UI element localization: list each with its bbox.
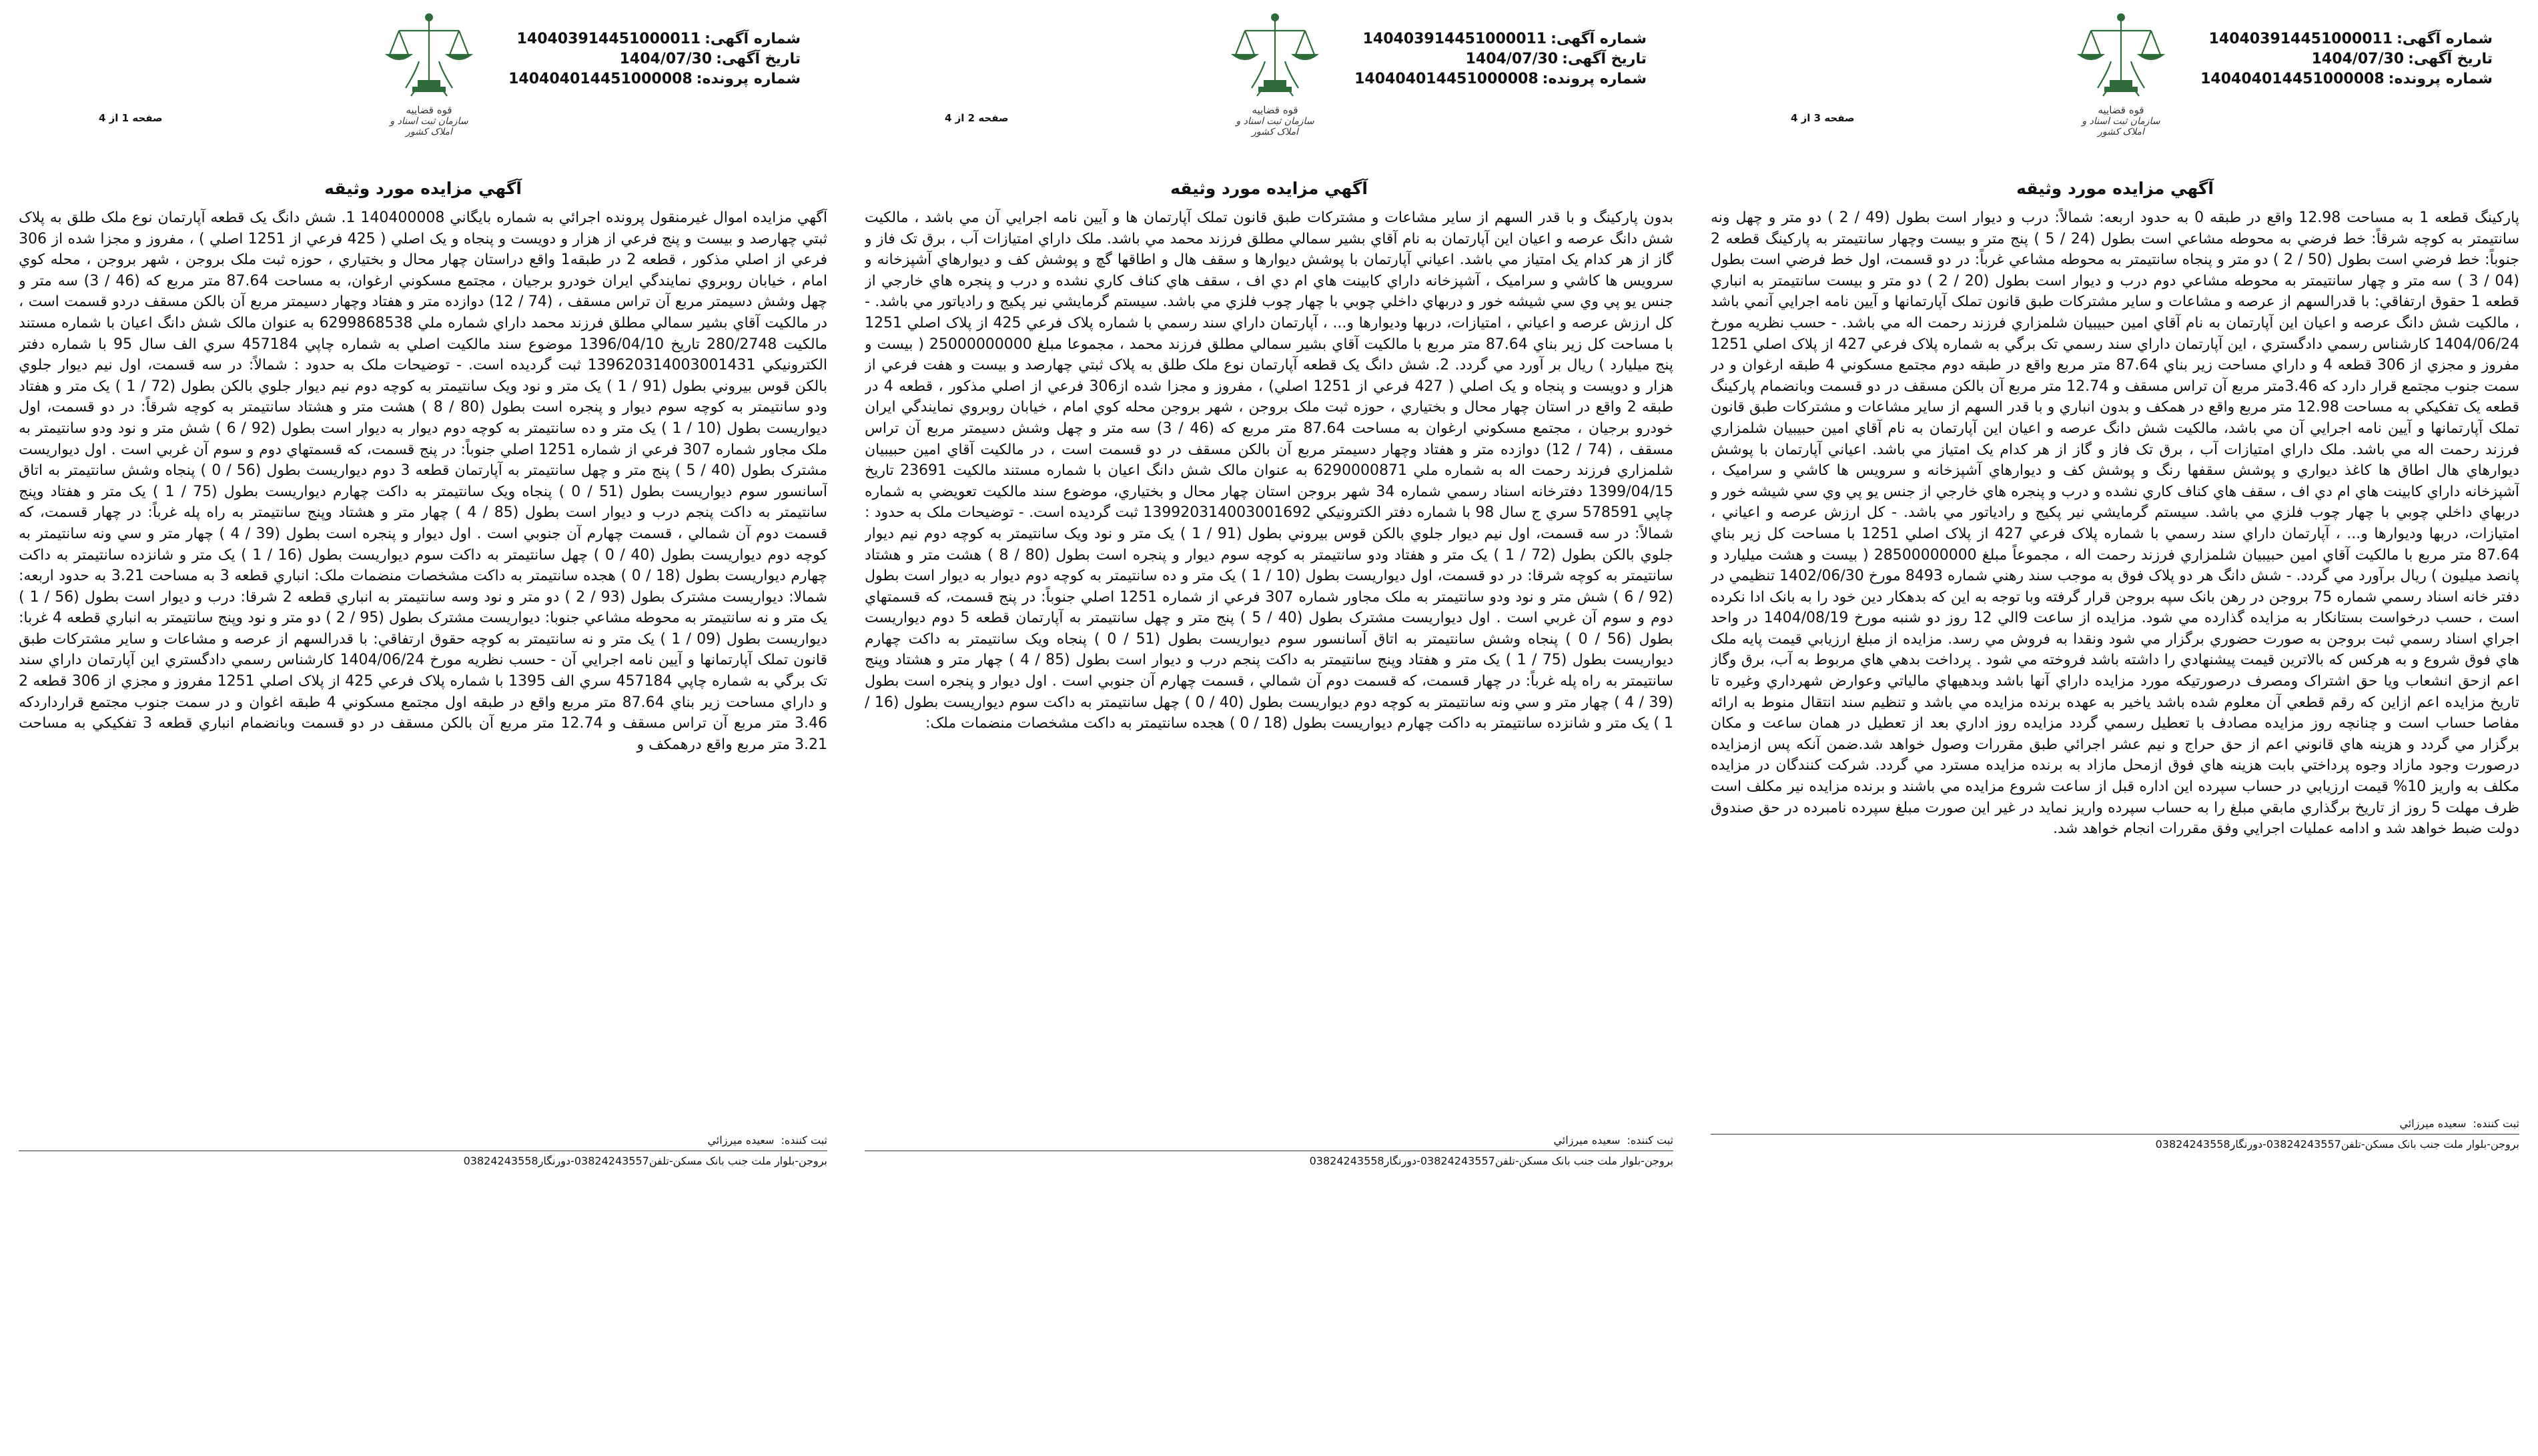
scales-of-justice-icon (379, 8, 479, 108)
logo-caption-bottom: سازمان ثبت اسناد و املاک کشور (1236, 116, 1314, 137)
registrar-label: ثبت کننده: (2473, 1117, 2519, 1130)
ad-title: آگهي مزايده مورد وثيقه (1170, 179, 1368, 198)
page-header (1711, 0, 2519, 153)
ad-title: آگهي مزايده مورد وثيقه (2016, 179, 2214, 198)
page-number: صفحه 1 از 4 (99, 112, 163, 124)
ad-number-label: شماره آگهی: (705, 31, 801, 47)
judiciary-emblem (1225, 8, 1325, 138)
office-address: بروجن-بلوار ملت جنب بانک مسکن-تلفن03824243557-دورنگار03824243558 (463, 1155, 827, 1167)
office-address: بروجن-بلوار ملت جنب بانک مسکن-تلفن03824243557-دورنگار03824243558 (2155, 1138, 2519, 1151)
body-text: آگهي مزايده اموال غيرمنقول پرونده اجرائي به شماره بايگاني 140400008 1. شش دانگ يک قطعه آپارتمان نوع ملک طلق به پلاک ثبتي چهارصد و بيست و پنج فرعي از هزار و دويست و پنجاه و يک اصلي ( 425 فرعي از 1251 اصلي ) ، مفروز و مجزا شده از 306 فرعي از اصلي مذکور ، قطعه 2 در طبقه1 واقع دراستان چهار محال و بختياري ، حوزه ثبت ملک بروجن ، شهر بروجن ، محله کوي امام ، خيابان روبروي نمايندگي ايران خودرو برجيان ، مجتمع مسکوني ارغوان، به مساحت 87.64 متر مربع که (46 / 3) سه متر و چهل وشش دسيمتر مربع آن تراس مسقف ، (74 / 12) دوازده متر و هفتاد وچهار دسيمتر مربع آن بالکن مسقف دردو قسمت است ، در مالکيت آقاي بشير سمالي مطلق فرزند محمد داراي شماره ملي 6299868538 به عنوان مالک شش دانگ اعيان با شماره مستند مالکيت 280/2748 تاريخ 1396/04/10 موضوع سند مالکيت اصلي به شماره چاپي 457184 سري الف سال 95 با شماره دفتر الکترونيکي 139620314003001431 ثبت گرديده است. - توضيحات ملک به حدود : شمالاً: در سه قسمت، اول نيم ديوار جلوي بالکن قوس بيروني بطول (91 / 1 ) يک متر و نود ويک سانتيمتر به کوچه دوم نيم ديوار جلوي بالکن بطول (72 / 1 ) يک متر و هفتاد ودو سانتيمتر به کوچه سوم ديوار و پنجره است بطول (80 / 8 ) هشت متر و هشتاد سانتيمتر به کوچه شرقاً: در دو قسمت، اول ديواريست بطول (10 / 1 ) يک متر و ده سانتيمتر به کوچه دوم ديوار به ديوار است بطول (92 / 6 ) شش متر و نود ودو سانتيمتر به ملک مجاور شماره 307 فرعي از شماره 1251 اصلي جنوباً: در پنج قسمت، که قسمتهاي دوم و سوم آن غربي است . اول ديواريست مشترک بطول (40 / 5 ) پنج متر و چهل سانتيمتر به آپارتمان قطعه 3 دوم ديواريست بطول (56 / 0 ) پنجاه وشش سانتيمتر به اتاق آسانسور سوم ديواريست بطول (51 / 0 ) پنجاه ويک سانتيمتر به داکت چهارم ديواريست بطول (75 / 1 ) يک متر و هفتاد وپنج سانتيمتر به داکت پنجم درب و ديوار است بطول (85 / 4 ) چهار متر و هشتاد وپنج سانتيمتر به راه پله غرباً: در چهار قسمت، که قسمت دوم آن شمالي ، قسمت چهارم آن جنوبي است . اول ديوار و پنجره است بطول (39 / 4 ) چهار متر و سي ونه سانتيمتر به کوچه دوم ديواريست بطول (40 / 0 ) چهل سانتيمتر به داکت سوم ديواريست بطول (16 / 1 ) يک متر و شانزده سانتيمتر به داکت چهارم ديواريست بطول (18 / 0 ) هجده سانتيمتر به داکت مشخصات منضمات ملک: انباري قطعه 3 به مساحت 3.21 به حدود اربعه: شمالا: ديواريست مشترک بطول (93 / 2 ) دو متر و نود وسه سانتيمتر به انباري قطعه 2 شرقا: درب و ديوار است بطول (56 / 1 ) يک متر و نه سانتيمتر به محوطه مشاعي جنوبا: ديواريست مشترک بطول (95 / 2 ) دو متر و نود وپنج سانتيمتر به انباري قطعه 4 غربا: ديواريست بطول (09 / 1 ) يک متر و نه سانتيمتر به کوچه حقوق ارتفاقي: با قدرالسهم از عرصه و مشاعات و ساير مشترکات طبق قانون تملک آپارتمانها و آيين نامه اجرايي آن - حسب نظريه مورخ 1404/06/24 کارشناس رسمي دادگستري اين آپارتمان داراي سند تک برگي به شماره چاپي 457184 سري الف 1395 با شماره پلاک فرعي 425 از پلاک اصلي 1251 مفروز و مجزي از 306 قطعه 2 و داراي مساحت زير بناي 87.64 متر مربع واقع در طبقه اول مجتمع مسکوني 4 طبقه اغوان و در سمت جنوب مجتمع قرارداردکه 3.46 متر مربع آن تراس مسقف و 12.74 متر مربع آن بالکن مسقف در دو قسمت وبانضمام انباري قطعه 3 تفکيکي به مساحت 3.21 متر مربع واقع درهمکف و (19, 209, 827, 753)
ad-date: 1404/07/30 (619, 51, 713, 67)
ad-date: 1404/07/30 (1465, 51, 1559, 67)
footer-divider (1711, 1134, 2519, 1135)
registrar-label: ثبت کننده: (1627, 1134, 1673, 1147)
logo-caption-top: قوه قضاییه (2098, 104, 2144, 116)
judiciary-emblem (2071, 8, 2171, 138)
ad-number-label: شماره آگهی: (1551, 31, 1647, 47)
ad-date-label: تاریخ آگهی: (2408, 51, 2493, 67)
ad-title: آگهي مزايده مورد وثيقه (324, 179, 522, 198)
ad-date: 1404/07/30 (2311, 51, 2405, 67)
page-1 (0, 0, 846, 1456)
page-3 (1692, 0, 2538, 1456)
file-number: 140404014451000008 (2200, 71, 2385, 87)
registrar-label: ثبت کننده: (781, 1134, 827, 1147)
ad-date-label: تاریخ آگهی: (1562, 51, 1647, 67)
page-footer (19, 1133, 827, 1169)
file-number: 140404014451000008 (1354, 71, 1539, 87)
page-header (19, 0, 827, 153)
ad-meta (1300, 29, 1647, 89)
ad-number: 140403914451000011 (516, 31, 701, 47)
registrar-name: سعيده ميرزائي (1553, 1134, 1621, 1147)
ad-body (1711, 207, 2519, 1111)
page-2 (846, 0, 1692, 1456)
registrar-name: سعيده ميرزائي (707, 1134, 775, 1147)
office-address: بروجن-بلوار ملت جنب بانک مسکن-تلفن03824243557-دورنگار03824243558 (1309, 1155, 1673, 1167)
ad-body (865, 207, 1673, 1128)
logo-caption-top: قوه قضاییه (1252, 104, 1298, 116)
ad-body (19, 207, 827, 1128)
registrar-name: سعيده ميرزائي (2399, 1117, 2467, 1130)
page-number: صفحه 3 از 4 (1791, 112, 1855, 124)
file-number: 140404014451000008 (508, 71, 693, 87)
logo-caption-top: قوه قضاییه (406, 104, 452, 116)
ad-meta (2146, 29, 2493, 89)
logo-caption-bottom: سازمان ثبت اسناد و املاک کشور (390, 116, 468, 137)
file-number-label: شماره پرونده: (1542, 71, 1647, 87)
ad-number: 140403914451000011 (2208, 31, 2393, 47)
page-footer (865, 1133, 1673, 1169)
ad-number-label: شماره آگهی: (2397, 31, 2493, 47)
body-text: پارکينگ قطعه 1 به مساحت 12.98 واقع در طبقه 0 به حدود اربعه: شمالاً: درب و ديوار است بطول (49 / 2 ) دو متر و چهل ونه سانتيمتر به کوچه شرقاً: خط فرضي به محوطه مشاعي است بطول (24 / 5 ) پنج متر و بيست وچهار سانتيمتر به پارکينگ قطعه 2 جنوباً: خط فرضي است بطول (50 / 2 ) دو متر و پنجاه سانتيمتر به محوطه مشاعي غرباً: در دو قسمت، اول خط فرضي است بطول (04 / 3 ) سه متر و چهار سانتيمتر به محوطه مشاعي دوم درب و ديوار است بطول (20 / 2 ) دو متر و بيست سانتيمتر به انباري قطعه 1 حقوق ارتفاقي: با قدرالسهم از عرصه و مشاعات و ساير مشترکات طبق قانون تملک آپارتمانها و آيين نامه اجرايي آنمي باشد ، مالکيت شش دانگ عرصه و اعيان اين آپارتمان به نام آقاي امين حبيبيان شلمزاري فرزند رحمت اله مي باشد. - حسب نظريه مورخ 1404/06/24 کارشناس رسمي دادگستري ، اين آپارتمان داراي سند رسمي تک برگي به شماره پلاک فرعي 427 از پلاک اصلي 1251 مفروز و مجزي از 306 قطعه 4 و داراي مساحت زير بناي 87.64 متر مربع واقع در طبقه دوم مجتمع مسکوني 4 طبقه ارغوان و در سمت جنوب مجتمع قرار دارد که 3.46متر مربع آن تراس مسقف و 12.74 متر مربع آن بالکن مسقف در دو قسمت وبانضمام پارکينگ قطعه يک تفکيکي به مساحت 12.98 متر مربع واقع در همکف و بدون انباري و با قدر السهم از ساير مشاعات و مشترکات طبق قانون تملک آپارتمانها و آيين نامه اجرايي آن مي باشد، مالکيت شش دانگ عرصه و اعيان اين آپارتمان به نام آقاي امين حبيبيان شلمزاري فرزند رحمت اله مي باشد. ملک داراي امتيازات آب ، برق تک فاز و گاز از هر کدام يک امتياز مي باشد. اعياني آپارتمان با پوشش ديوارهاي هال اطاق ها کاغذ ديواري و پوشش سقفها رنگ و پوشش کف و ديوارهاي آشپزخانه و سرويس ها کاشي و سراميک ، آشپزخانه داراي کابينت هاي ام دي اف ، سقف هاي کناف کاري نشده و درب و پنجره هاي خارجي از جنس يو پي وي سي شيشه خور و دربهاي داخلي چوبي با چهار چوب فلزي مي باشد. سيستم گرمايشي نير پکيج و رادياتور مي باشد. - کل ارزش عرصه و اعياني ، امتيازات، دربها وديوارها و... ، آپارتمان داراي سند رسمي با شماره پلاک فرعي 427 از پلاک اصلي 1251 با مساحت کل زير بناي 87.64 متر مربع با مالکيت آقاي امين حبيبيان شلمزاري فرزند رحمت اله ، مجموعاً مبلغ 28500000000 ( بيست و هشت ميليارد و پانصد ميليون ) ريال برآورد مي گردد. - شش دانگ هر دو پلاک فوق به موجب سند رهني شماره 8493 مورخ 1402/06/30 تنظيمي در دفتر خانه اسناد رسمي شماره 75 بروجن در رهن بانک سپه بروجن قرار گرفته وبا توجه به اين که بدهکار دين خود را به بانک ادا نکرده است ، حسب درخواست بستانکار به مزايده گذارده مي شود. مزايده از ساعت 9الي 12 روز دو شنبه مورخ 1404/08/19 در واحد اجراي اسناد رسمي ثبت بروجن به صورت حضوري برگزار مي شود ونقدا به فروش مي رسد. مزايده از مبلغ ارزيابي قيمت پايه ملک هاي فوق شروع و به هرکس که بالاترين قيمت پيشنهادي را داشته باشد فروخته مي شود . پرداخت بدهي هاي مربوط به آب، برق وگاز اعم ازحق انشعاب ويا حق اشتراک ومصرف درصورتيکه مورد مزايده داراي آنها باشد وبدهيهاي مالياتي وعوارض شهرداري وغيره تا تاريخ مزايده اعم ازاين که رقم قطعي آن معلوم شده باشد ياخير به عهده برنده مزايده مي باشد و تنظيم سند انتقال منوط به ارائه مفاصا حساب است و چنانچه روز مزايده مصادف با تعطيل رسمي گردد مزايده روز اداري بعد از تعطيل در همان ساعت و مکان برگزار مي گردد و هزينه هاي قانوني اعم از حق حراج و نيم عشر اجرائي طبق مقررات وصول خواهد شد.ضمن آنکه پس ازمزايده درصورت وجود مازاد وجوه پرداختي بابت هزينه هاي فوق ازمحل مازاد به برنده مزايده مسترد مي گردد. شرکت کنندگان در مزايده مکلف به واريز 10% قيمت ارزيابي در حساب سپرده اين اداره قبل از ساعت شروع مزايده مي باشند و برنده مزايده نير مکلف است ظرف مهلت 5 روز از تاريخ برگذاري مابقي مبلغ را به حساب سپرده واريز نمايد در غير اين صورت مبلغ سپرده نامبرده در حق صندوق دولت ضبط خواهد شد و ادامه عمليات اجرايي وفق مقررات انجام خواهد شد. (1711, 209, 2519, 838)
judiciary-emblem (379, 8, 479, 138)
page-header (865, 0, 1673, 153)
page-footer (1711, 1117, 2519, 1152)
logo-caption-bottom: سازمان ثبت اسناد و املاک کشور (2082, 116, 2160, 137)
scales-of-justice-icon (2071, 8, 2171, 108)
body-text: بدون پارکينگ و با قدر السهم از ساير مشاعات و مشترکات طبق قانون تملک آپارتمان ها و آيين نامه اجرايي آن مي باشد ، مالکيت شش دانگ عرصه و اعيان اين آپارتمان به نام آقاي بشير سمالي مطلق فرزند محمد مي باشد. ملک داراي امتيازات آب ، برق تک فاز و گاز از هر کدام يک امتياز مي باشد. اعياني آپارتمان با پوشش ديوارها و سقف هال و اطاقها گچ و پوشش کف و ديوارهاي آشپزخانه و سرويس ها کاشي و سراميک ، آشپزخانه داراي کابينت هاي ام دي اف ، سقف هاي کناف کاري نشده و درب و پنجره هاي خارجي از جنس يو پي وي سي شيشه خور و دربهاي داخلي چوبي با چهار چوب فلزي مي باشد. سيستم گرمايشي نير پکيج و رادياتور مي باشد. - کل ارزش عرصه و اعياني ، امتيازات، دربها وديوارها و... ، آپارتمان داراي سند رسمي با شماره پلاک فرعي 425 از پلاک اصلي 1251 با مساحت کل زير بناي 87.64 متر مربع با مالکيت آقاي بشير سمالي مطلق فرزند محمد ، مجموعا مبلغ 25000000000 ( بيست و پنج ميليارد ) ريال بر آورد مي گردد. 2. شش دانگ يک قطعه آپارتمان نوع ملک طلق به پلاک ثبتي چهارصد و بيست و هفت فرعي از هزار و دويست و پنجاه و يک اصلي ( 427 فرعي از 1251 اصلي) ، مفروز و مجزا شده از306 فرعي از اصلي مذکور ، قطعه 4 در طبقه 2 واقع در استان چهار محال و بختياري ، حوزه ثبت ملک بروجن ، شهر بروجن محله کوي امام ، خيابان روبروي نمايندگي ايران خودرو برجيان ، مجتمع مسکوني ارغوان به مساحت 87.64 متر مربع که (46 / 3) سه متر و چهل وشش دسيمتر مربع آن تراس مسقف ، (74 / 12) دوازده متر و هفتاد وچهار دسيمتر مربع آن بالکن مسقف در دو قسمت است ، در مالکيت آقاي امين حبيبيان شلمزاري فرزند رحمت اله به شماره ملي 6290000871 به عنوان مالک شش دانگ اعيان با شماره مستند مالکيت 23691 تاريخ 1399/04/15 دفترخانه اسناد رسمي شماره 34 شهر بروجن استان چهار محال و بختياري، موضوع سند مالکيت تعويضي به شماره چاپي 578591 سري ج سال 98 با شماره دفتر الکترونيکي 139920314003001692 ثبت گرديده است. - توضيحات ملک به حدود : شمالاً: در سه قسمت، اول نيم ديوار جلوي بالکن قوس بيروني بطول (91 / 1 ) يک متر و نود ويک سانتيمتر به کوچه دوم نيم ديوار جلوي بالکن بطول (72 / 1 ) يک متر و هفتاد ودو سانتيمتر به کوچه سوم ديوار و پنجره است بطول (80 / 8 ) هشت متر و هشتاد سانتيمتر به کوچه شرقا: در دو قسمت، اول ديواريست بطول (10 / 1 ) يک متر و ده سانتيمتر به کوچه دوم ديوار به ديوار است بطول (92 / 6 ) شش متر و نود ودو سانتيمتر به ملک مجاور شماره 307 فرعي از شماره 1251 اصلي جنوباً: در پنج قسمت، که قسمتهاي دوم و سوم آن غربي است . اول ديواريست مشترک بطول (40 / 5 ) پنج متر و چهل سانتيمتر به آپارتمان قطعه 5 دوم ديواريست بطول (56 / 0 ) پنجاه وشش سانتيمتر به اتاق آسانسور سوم ديواريست بطول (51 / 0 ) پنجاه ويک سانتيمتر به داکت چهارم ديواريست بطول (75 / 1 ) يک متر و هفتاد وپنج سانتيمتر به داکت پنجم درب و ديوار است بطول (85 / 4 ) چهار متر و هشتاد وپنج سانتيمتر به راه پله غرباً: در چهار قسمت، که قسمت دوم آن شمالي ، قسمت چهارم آن جنوبي است . اول ديوار و پنجره است بطول (39 / 4 ) چهار متر و سي ونه سانتيمتر به کوچه دوم ديواريست بطول (40 / 0 ) چهل سانتيمتر به داکت سوم ديواريست بطول (16 / 1 ) يک متر و شانزده سانتيمتر به داکت چهارم ديواريست بطول (18 / 0 ) هجده سانتيمتر به داکت مشخصات منضمات ملک: (865, 209, 1673, 732)
ad-number: 140403914451000011 (1362, 31, 1547, 47)
ad-date-label: تاریخ آگهی: (716, 51, 801, 67)
ad-meta (454, 29, 801, 89)
page-number: صفحه 2 از 4 (945, 112, 1009, 124)
file-number-label: شماره پرونده: (2388, 71, 2493, 87)
file-number-label: شماره پرونده: (696, 71, 801, 87)
scales-of-justice-icon (1225, 8, 1325, 108)
